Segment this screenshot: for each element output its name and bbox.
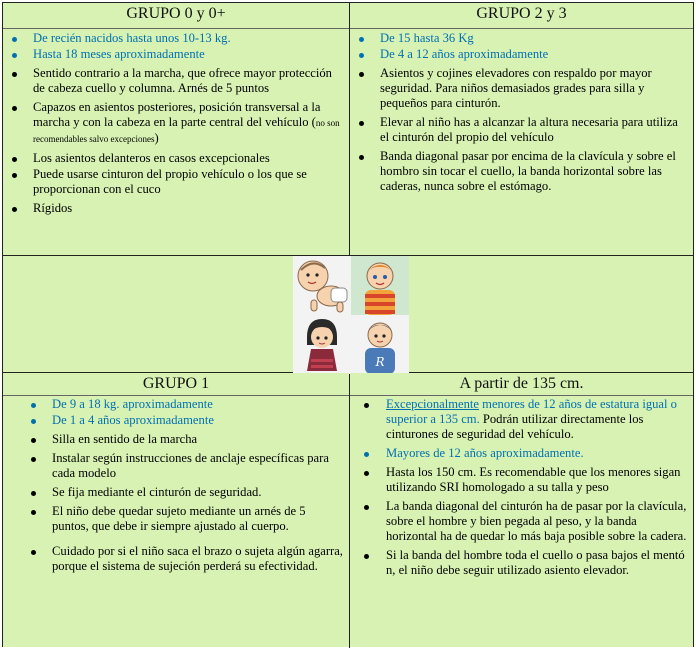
list-item: Hasta los 150 cm. Es recomendable que los menores sigan utilizando SRI homologado a su talla y peso [350, 465, 693, 495]
list-item: De 1 a 4 años aproximadamente [3, 413, 349, 428]
group-1-list [3, 397, 349, 578]
car-seat-groups-table [2, 2, 694, 647]
list-item: De 9 a 18 kg. aproximadamente [3, 397, 349, 412]
baby-crawling-icon [293, 256, 351, 315]
list-item: Los asientos delanteros en casos excepcionales [3, 151, 349, 166]
group-0-title-divider [3, 28, 349, 29]
list-item: Instalar según instrucciones de anclaje específicas para cada modelo [3, 451, 349, 481]
list-item: De 15 hasta 36 Kg [350, 31, 693, 46]
group-23-list [350, 31, 693, 198]
boy-striped-shirt-icon [351, 256, 409, 315]
list-item: Sentido contrario a la marcha, que ofrece mayor protección de cabeza cuello y columna. Arnés de 5 puntos [3, 66, 349, 96]
list-item: De 4 a 12 años aproximadamente [350, 47, 693, 62]
girl-dark-hair-icon [293, 315, 351, 374]
group-23-title: GRUPO 2 y 3 [476, 5, 567, 22]
children-illustrations [293, 256, 409, 374]
svg-text:R: R [375, 355, 385, 369]
list-item: Se fija mediante el cinturón de seguridad. [3, 485, 349, 500]
list-item: Mayores de 12 años aproximadamente. [350, 446, 693, 461]
list-item: Silla en sentido de la marcha [3, 432, 349, 447]
group-135-title-divider [350, 395, 693, 396]
list-item: Banda diagonal pasar por encima de la clavícula y sobre el hombro sin tocar el cuello, la banda horizontal sobre las caderas, nunca sobre el estómago. [350, 149, 693, 194]
group-1-title: GRUPO 1 [142, 375, 210, 392]
list-item: Excepcionalmente menores de 12 años de estatura igual o superior a 135 cm. Podrán utilizar directamente los cinturones de seguridad del vehículo. [350, 397, 693, 442]
list-item: Hasta 18 meses aproximadamente [3, 47, 349, 62]
list-item: El niño debe quedar sujeto mediante un arnés de 5 puntos, que debe ir siempre ajustado al cuerpo. [3, 504, 349, 534]
group-0-list [3, 31, 349, 220]
list-item: Capazos en asientos posteriores, posición transversal a la marcha y con la cabeza en la parte central del vehículo (no son recomendables salvo excepciones) [3, 100, 349, 147]
boy-blue-shirt-icon [351, 315, 409, 374]
list-item: Si la banda del hombre toda el cuello o pasa bajos el mentó n, el niño debe seguir utilizado asiento elevador. [350, 548, 693, 578]
group-135-list [350, 397, 693, 582]
group-135-cell [350, 373, 693, 647]
group-0-title: GRUPO 0 y 0+ [126, 5, 226, 22]
list-item: De recién nacidos hasta unos 10-13 kg. [3, 31, 349, 46]
list-item: Asientos y cojines elevadores con respaldo por mayor seguridad. Para niños demasiados grades para silla y pequeños para cinturón. [350, 66, 693, 111]
list-item: Rígidos [3, 201, 349, 216]
group-135-title: A partir de 135 cm. [459, 375, 584, 392]
list-item: La banda diagonal del cinturón ha de pasar por la clavícula, sobre el hombre y bien pegada al peso, y la banda horizontal ha de quedar lo más baja posible sobre la cadera. [350, 499, 693, 544]
group-23-cell [350, 3, 693, 255]
list-item: Elevar al niño has a alcanzar la altura necesaria para utiliza el cinturón del propio del vehículo [350, 115, 693, 145]
group-1-cell [3, 373, 349, 647]
list-item: Cuidado por si el niño saca el brazo o sujeta algún agarra, porque el sistema de sujeción perderá su efectividad. [3, 544, 349, 574]
list-item: Puede usarse cinturon del propio vehículo o los que se proporcionan con el cuco [3, 167, 349, 197]
group-1-title-divider [3, 395, 349, 396]
group-23-title-divider [350, 28, 693, 29]
group-0-cell [3, 3, 349, 255]
